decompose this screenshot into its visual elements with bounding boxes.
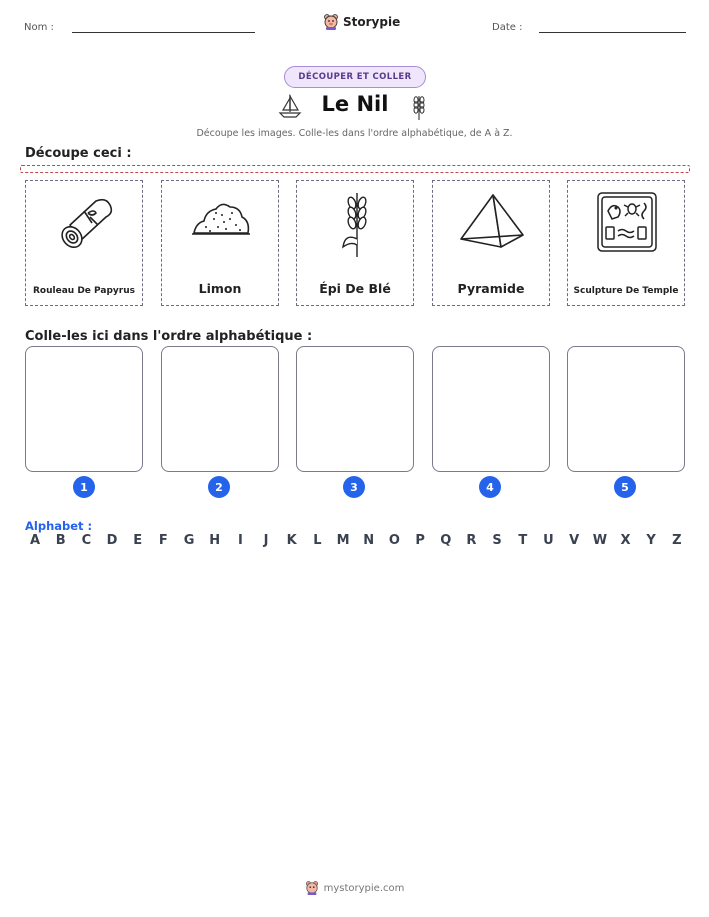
alphabet-letter: K bbox=[286, 533, 297, 548]
papyrus-scroll-icon bbox=[50, 189, 120, 259]
alphabet-letter: H bbox=[209, 533, 221, 548]
card-label: Pyramide bbox=[457, 281, 525, 296]
slot-number-badge: 3 bbox=[343, 476, 365, 498]
alphabet-letter: J bbox=[263, 533, 269, 548]
instructions: Découpe les images. Colle-les dans l'ordre alphabétique, de A à Z. bbox=[196, 128, 513, 139]
card-label: Épi De Blé bbox=[319, 281, 391, 296]
alphabet-letter: N bbox=[363, 533, 375, 548]
brand-name: Storypie bbox=[343, 15, 401, 29]
alphabet-letter: M bbox=[336, 533, 350, 548]
alphabet-letter: F bbox=[158, 533, 168, 548]
alphabet-letter: E bbox=[133, 533, 143, 548]
alphabet-letter: X bbox=[620, 533, 631, 548]
cut-card-limon[interactable] bbox=[161, 180, 279, 306]
alphabet-letter: G bbox=[183, 533, 195, 548]
card-label: Sculpture De Temple bbox=[573, 286, 679, 296]
activity-badge: DÉCOUPER ET COLLER bbox=[284, 66, 426, 88]
paste-box-3[interactable] bbox=[296, 346, 414, 472]
alphabet-letter: I bbox=[237, 533, 243, 548]
card-label: Rouleau De Papyrus bbox=[33, 286, 135, 296]
footer bbox=[0, 880, 709, 896]
cut-card-papyrus[interactable] bbox=[25, 180, 143, 306]
alphabet-letter: D bbox=[106, 533, 118, 548]
name-line[interactable] bbox=[72, 32, 255, 33]
cut-section-title: Découpe ceci : bbox=[25, 146, 132, 161]
date-line[interactable] bbox=[539, 32, 686, 33]
slot-number-badge: 4 bbox=[479, 476, 501, 498]
slot-number-badge: 5 bbox=[614, 476, 636, 498]
wheat-stalk-icon bbox=[408, 92, 430, 122]
paste-box-5[interactable] bbox=[567, 346, 685, 472]
alphabet-letter: P bbox=[415, 533, 425, 548]
alphabet-strip bbox=[28, 533, 684, 548]
alphabet-letter: O bbox=[388, 533, 400, 548]
alphabet-letter: T bbox=[518, 533, 528, 548]
footer-site: mystorypie.com bbox=[323, 882, 405, 894]
alphabet-title: Alphabet : bbox=[25, 519, 93, 533]
paste-box-1[interactable] bbox=[25, 346, 143, 472]
alphabet-letter: U bbox=[543, 533, 554, 548]
silt-pile-icon bbox=[186, 189, 256, 259]
name-label: Nom : bbox=[24, 22, 54, 33]
card-label: Limon bbox=[198, 281, 242, 296]
cut-line bbox=[20, 165, 690, 173]
alphabet-letter: C bbox=[81, 533, 92, 548]
paste-section-title: Colle-les ici dans l'ordre alphabétique : bbox=[25, 329, 313, 344]
alphabet-letter: V bbox=[569, 533, 580, 548]
pyramid-icon bbox=[457, 189, 527, 259]
slot-number-badge: 1 bbox=[73, 476, 95, 498]
page-title: Le Nil bbox=[321, 92, 389, 116]
wheat-ear-icon bbox=[321, 189, 391, 259]
alphabet-letter: A bbox=[29, 533, 41, 548]
paste-box-4[interactable] bbox=[432, 346, 550, 472]
alphabet-letter: R bbox=[466, 533, 477, 548]
temple-carving-icon bbox=[592, 189, 662, 259]
alphabet-letter: B bbox=[55, 533, 66, 548]
paste-box-2[interactable] bbox=[161, 346, 279, 472]
storypie-logo bbox=[323, 13, 400, 31]
alphabet-letter: Y bbox=[646, 533, 656, 548]
date-label: Date : bbox=[492, 22, 523, 33]
cut-card-sculpture-de-temple[interactable] bbox=[567, 180, 685, 306]
alphabet-letter: Z bbox=[672, 533, 682, 548]
storypie-mascot-icon bbox=[305, 880, 319, 896]
alphabet-letter: Q bbox=[440, 533, 452, 548]
cut-card-epi-de-ble[interactable] bbox=[296, 180, 414, 306]
slot-number-badge: 2 bbox=[208, 476, 230, 498]
alphabet-letter: L bbox=[313, 533, 322, 548]
cut-card-pyramide[interactable] bbox=[432, 180, 550, 306]
storypie-mascot-icon bbox=[323, 13, 339, 31]
alphabet-letter: S bbox=[492, 533, 502, 548]
alphabet-letter: W bbox=[592, 533, 608, 548]
